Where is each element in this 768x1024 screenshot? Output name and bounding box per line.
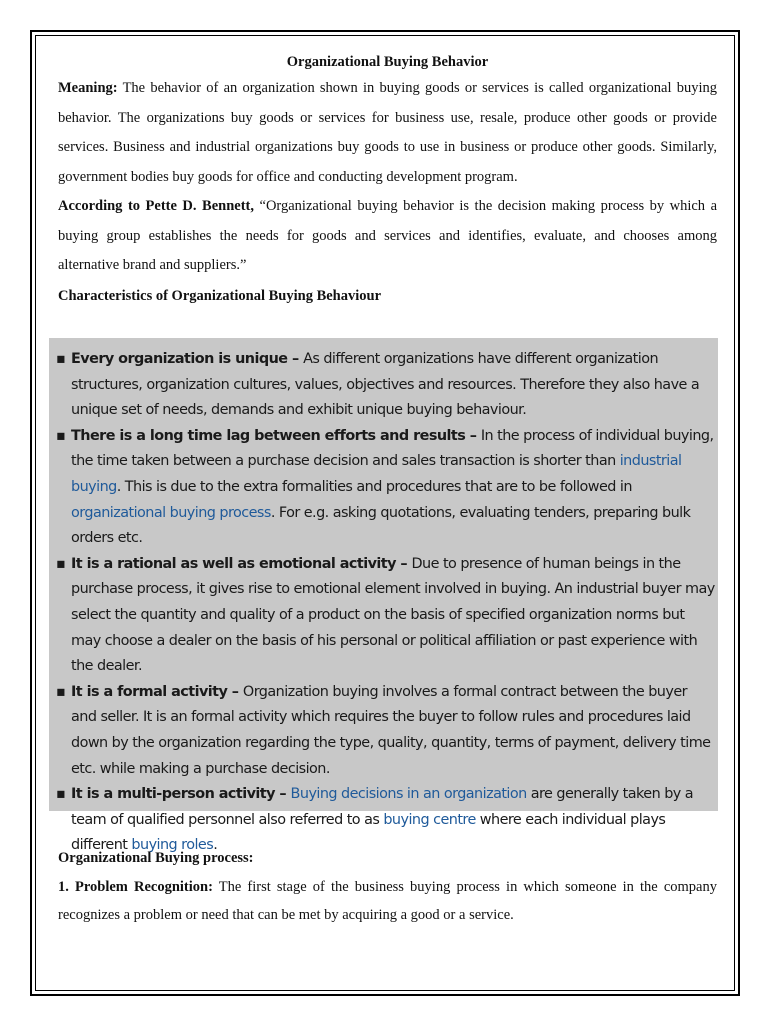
characteristic-text: . <box>213 837 218 854</box>
process-section <box>58 843 717 929</box>
document-body <box>58 50 717 311</box>
characteristics-list <box>56 347 716 859</box>
organizational-buying-process-link[interactable]: organizational buying process <box>71 504 271 521</box>
bullet-icon: ▪ <box>56 786 66 803</box>
list-item <box>56 552 716 680</box>
step-number: 1. <box>58 879 69 895</box>
page-title: Organizational Buying Behavior <box>286 54 489 70</box>
buying-centre-link[interactable]: buying centre <box>383 811 476 828</box>
process-heading: Organizational Buying process: <box>58 850 254 866</box>
step-text: The first stage of the business buying process in which someone in the company recognizes a problem or need that can be met by acquiring a good or a service. <box>58 879 717 923</box>
step-label: Problem Recognition: <box>74 879 213 895</box>
quote-label: According to Pette D. Bennett, <box>58 198 254 214</box>
characteristic-text: . This is due to the extra formalities and procedures that are to be followed in <box>116 478 632 495</box>
bullet-icon: ▪ <box>56 351 66 367</box>
bullet-icon: ▪ <box>56 427 66 444</box>
process-step <box>58 873 717 929</box>
characteristic-term: It is a multi-person activity – <box>71 786 291 803</box>
list-item <box>56 347 716 424</box>
meaning-label: Meaning: <box>58 80 118 96</box>
characteristics-heading: Characteristics of Organizational Buying Behaviour <box>58 287 382 304</box>
quote-paragraph <box>58 192 717 281</box>
bullet-icon: ▪ <box>56 555 66 572</box>
characteristic-term: There is a long time lag between efforts and results – <box>71 427 481 444</box>
list-item <box>56 680 716 782</box>
meaning-paragraph <box>58 74 717 192</box>
bullet-icon: ▪ <box>56 683 66 700</box>
meaning-text: The behavior of an organization shown in buying goods or services is called organizational buying behavior. The organizations buy goods or services for business use, resale, produce other goods or provide services. Business and industrial organizations buy goods to use in business or produce other goods. Similarly, government bodies buy goods for office and conducting development program. <box>58 80 717 185</box>
characteristic-text: where each individual plays different <box>71 811 666 854</box>
characteristic-text: . For e.g. asking quotations, evaluating tenders, preparing bulk orders etc. <box>71 504 691 547</box>
industrial-buying-link[interactable]: industrial buying <box>71 453 682 495</box>
list-item <box>56 424 716 552</box>
quote-text: “Organizational buying behavior is the decision making process by which a buying group establishes the needs for goods and services and identifies, evaluate, and chooses among alternative brand and suppliers.” <box>58 198 717 273</box>
buying-roles-link[interactable]: buying roles <box>131 837 214 854</box>
characteristic-text: In the process of individual buying, the time taken between a purchase decision and sales transaction is shorter than <box>71 427 714 470</box>
characteristic-term: It is a formal activity – <box>71 683 243 700</box>
characteristic-term: Every organization is unique – <box>71 351 304 367</box>
characteristic-text: are generally taken by a team of qualified personnel also referred to as <box>71 786 694 828</box>
characteristic-term: It is a rational as well as emotional activity – <box>71 555 412 572</box>
characteristic-text: Due to presence of human beings in the purchase process, it gives rise to emotional element involved in buying. An industrial buyer may select the quantity and quality of a product on the basis of specified organization norms but may choose a dealer on the basis of his personal or political affiliation or past experience with the dealer. <box>71 555 715 675</box>
characteristic-text: Organization buying involves a formal contract between the buyer and seller. It is an formal activity which requires the buyer to follow rules and procedures laid down by the organization regarding the type, quality, quantity, terms of payment, delivery time etc. while making a purchase decision. <box>71 683 711 777</box>
buying-decisions-link[interactable]: Buying decisions in an organization <box>290 786 527 803</box>
characteristic-text: As different organizations have different organization structures, organization cultures, values, objectives and resources. Therefore they also have a unique set of needs, demands and exhibit unique buying behaviour. <box>71 351 700 419</box>
